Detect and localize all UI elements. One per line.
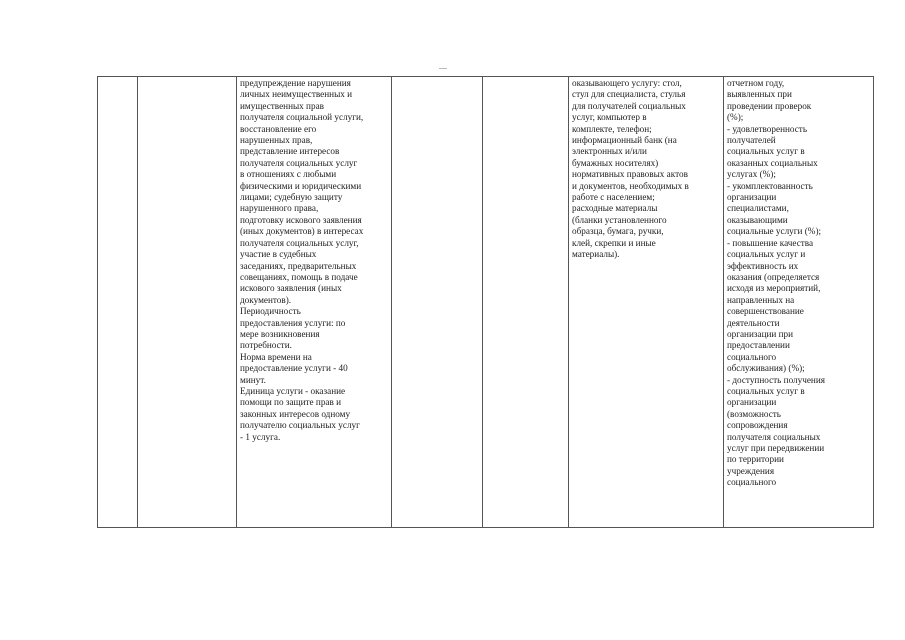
cell-timing <box>483 77 569 528</box>
cell-conditions-text: оказывающего услугу: стол, стул для специалиста, стулья для получателей социальных услуг, компьютер в комплекте, телефон; информационный банк (на электронных и/или бумажных носителях) нормативных правовых актов и документов, необходимых в работе с населением; расходные материалы (бланки установленного образца, бумага, ручки, клей, скрепки и иные материалы). <box>572 78 689 260</box>
cell-tariff <box>392 77 483 528</box>
table-row <box>98 77 874 528</box>
cell-service-name <box>138 77 237 528</box>
cell-service-description <box>237 77 392 528</box>
cell-conditions <box>569 77 724 528</box>
cell-quality-indicators-text: отчетном году, выявленных при проведении проверок (%); - удовлетворенность получателей социальных услуг в оказанных социальных услугах (%); - укомплектованность организации специалистами, оказывающими социальные услуги (%); - повышение качества социальных услуг и эффективность их оказания (определяется исходя из мероприятий, направленных на совершенствование деятельности организации при предоставлении социального обслуживания) (%); - доступность получения социальных услуг в организации (возможность сопровождения получателя социальных услуг при передвижении по территории учреждения социального <box>727 78 825 488</box>
scan-artifact <box>439 68 447 69</box>
cell-service-description-text: предупреждение нарушения личных неимущественных и имущественных прав получателя социальной услуги, восстановление его нарушенных прав, представление интересов получателя социальных услуг в отношениях с любыми физическими и юридическими лицами; судебную защиту нарушенного права, подготовку искового заявления (иных документов) в интересах получателя социальных услуг, участие в судебных заседаниях, предварительных совещаниях, помощь в подаче искового заявления (иных документов). Периодичность предоставления услуги: по мере возникновения потребности. Норма времени на предоставление услуги - 40 минут. Единица услуги - оказание помощи по защите прав и законных интересов одному получателю социальных услуг - 1 услуга. <box>240 78 364 442</box>
services-table <box>97 76 874 528</box>
cell-number <box>98 77 138 528</box>
cell-quality-indicators <box>724 77 874 528</box>
